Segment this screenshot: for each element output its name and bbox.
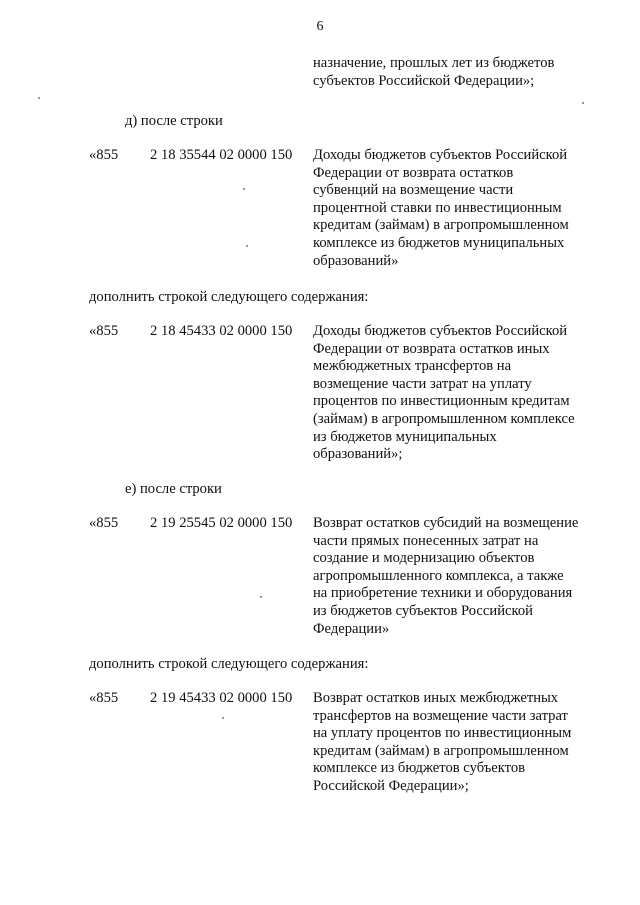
kbk-code: 2 18 45433 02 0000 150 bbox=[150, 323, 293, 339]
row-description: Доходы бюджетов субъектов Российской Федерации от возврата остатков иных межбюджетных трансфертов на возмещение части затрат на уплату процентов по инвестиционным кредитам (займам) в агропромышленном комплексе из бюджетов муниципальных образований»; bbox=[313, 323, 575, 463]
section-e-add-label: дополнить строкой следующего содержания: bbox=[89, 656, 369, 672]
intro-text: назначение, прошлых лет из бюджетов субъектов Российской Федерации»; bbox=[313, 55, 555, 89]
admin-code: «855 bbox=[89, 515, 119, 531]
scan-speck bbox=[222, 717, 224, 719]
section-d-add-label: дополнить строкой следующего содержания: bbox=[89, 289, 369, 305]
admin-code: «855 bbox=[89, 690, 119, 706]
kbk-code: 2 19 25545 02 0000 150 bbox=[150, 515, 293, 531]
scan-speck bbox=[582, 102, 584, 104]
row-description: Возврат остатков субсидий на возмещение части прямых понесенных затрат на создание и модернизацию объектов агропромышленного комплекса, а также на приобретение техники и оборудования из бюджетов субъектов Российской Федерации» bbox=[313, 515, 579, 637]
row-description: Возврат остатков иных межбюджетных трансфертов на возмещение части затрат на уплату процентов по инвестиционным кредитам (займам) в агропромышленном комплексе из бюджетов субъектов Российской Федерации»; bbox=[313, 690, 572, 794]
section-e-label: е) после строки bbox=[125, 481, 222, 497]
scan-speck bbox=[243, 188, 245, 190]
kbk-code: 2 19 45433 02 0000 150 bbox=[150, 690, 293, 706]
scan-speck bbox=[38, 97, 40, 99]
admin-code: «855 bbox=[89, 147, 119, 163]
scan-speck bbox=[246, 245, 248, 247]
page-number: 6 bbox=[316, 19, 324, 34]
kbk-code: 2 18 35544 02 0000 150 bbox=[150, 147, 293, 163]
row-description: Доходы бюджетов субъектов Российской Федерации от возврата остатков субвенций на возмещение части процентной ставки по инвестиционным кредитам (займам) в агропромышленном комплексе из бюджетов муниципальных образований» bbox=[313, 147, 569, 269]
admin-code: «855 bbox=[89, 323, 119, 339]
section-d-label: д) после строки bbox=[125, 113, 223, 129]
scan-speck bbox=[260, 596, 262, 598]
